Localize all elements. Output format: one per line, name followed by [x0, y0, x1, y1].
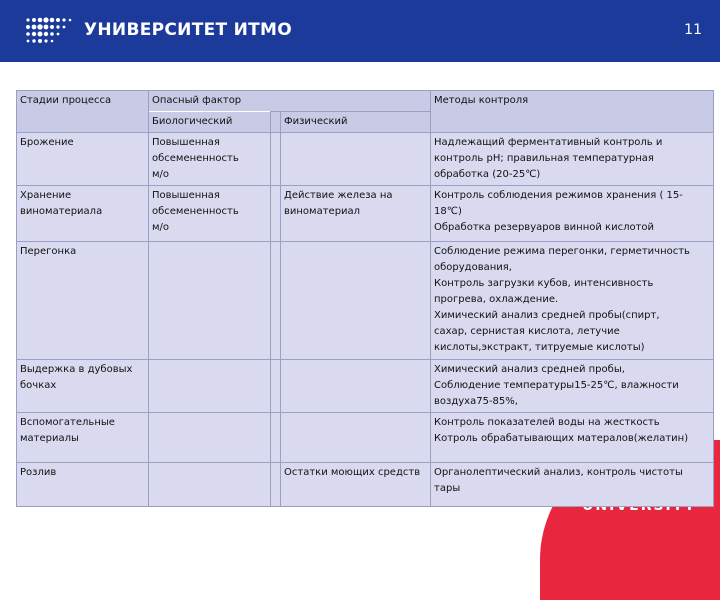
- table-row: [17, 360, 714, 413]
- logo-text: УНИВЕРСИТЕТ ИТМО: [84, 20, 293, 40]
- header-gap: [271, 112, 281, 133]
- cell-biological: [149, 360, 271, 413]
- table-row: [17, 242, 714, 360]
- cell-gap: [271, 133, 281, 186]
- header-control: Методы контроля: [431, 91, 714, 133]
- cell-control: Контроль соблюдения режимов хранения ( 15- 18℃) Обработка резервуаров винной кислотой: [431, 186, 714, 242]
- cell-gap: [271, 242, 281, 360]
- header-hazard: Опасный фактор: [149, 91, 431, 112]
- control-methods-table: [16, 90, 714, 507]
- cell-control: Органолептический анализ, контроль чистоты тары: [431, 463, 714, 507]
- cell-stage: Брожение: [17, 133, 149, 186]
- cell-gap: [271, 186, 281, 242]
- cell-control: Надлежащий ферментативный контроль и контроль pH; правильная температурная обработка (20-25℃): [431, 133, 714, 186]
- cell-stage: Выдержка в дубовых бочках: [17, 360, 149, 413]
- cell-physical: [281, 360, 431, 413]
- header-physical: Физический: [281, 112, 431, 133]
- table-row: [17, 186, 714, 242]
- cell-stage: Перегонка: [17, 242, 149, 360]
- table-row: [17, 413, 714, 463]
- cell-control: Контроль показателей воды на жесткость Котроль обрабатывающих матералов(желатин): [431, 413, 714, 463]
- cell-physical: [281, 413, 431, 463]
- cell-biological: Повышенная обсемененность м/о: [149, 133, 271, 186]
- cell-physical: [281, 242, 431, 360]
- cell-physical: Остатки моющих средств: [281, 463, 431, 507]
- cell-stage: Розлив: [17, 463, 149, 507]
- header-biological: Биологический: [149, 112, 271, 133]
- cell-biological: [149, 463, 271, 507]
- cell-biological: [149, 242, 271, 360]
- top-banner: [0, 0, 720, 62]
- itmo-logo-icon: [24, 14, 76, 46]
- table-header-row: [17, 91, 714, 112]
- page-number: 11: [684, 22, 702, 38]
- cell-biological: Повышенная обсемененность м/о: [149, 186, 271, 242]
- header-stage: Стадии процесса: [17, 91, 149, 133]
- cell-gap: [271, 463, 281, 507]
- table-row: [17, 133, 714, 186]
- cell-biological: [149, 413, 271, 463]
- cell-control: Химический анализ средней пробы, Соблюдение температуры15-25℃, влажности воздуха75-85%,: [431, 360, 714, 413]
- cell-gap: [271, 413, 281, 463]
- cell-physical: [281, 133, 431, 186]
- cell-physical: Действие железа на виноматериал: [281, 186, 431, 242]
- cell-gap: [271, 360, 281, 413]
- cell-control: Соблюдение режима перегонки, герметичность оборудования, Контроль загрузки кубов, интенсивность прогрева, охлаждение. Химический анализ средней пробы(спирт, сахар, сернистая кислота, летучие кислоты,экстракт, титруемые кислоты): [431, 242, 714, 360]
- cell-stage: Хранение виноматериала: [17, 186, 149, 242]
- cell-stage: Вспомогательные материалы: [17, 413, 149, 463]
- table-row: [17, 463, 714, 507]
